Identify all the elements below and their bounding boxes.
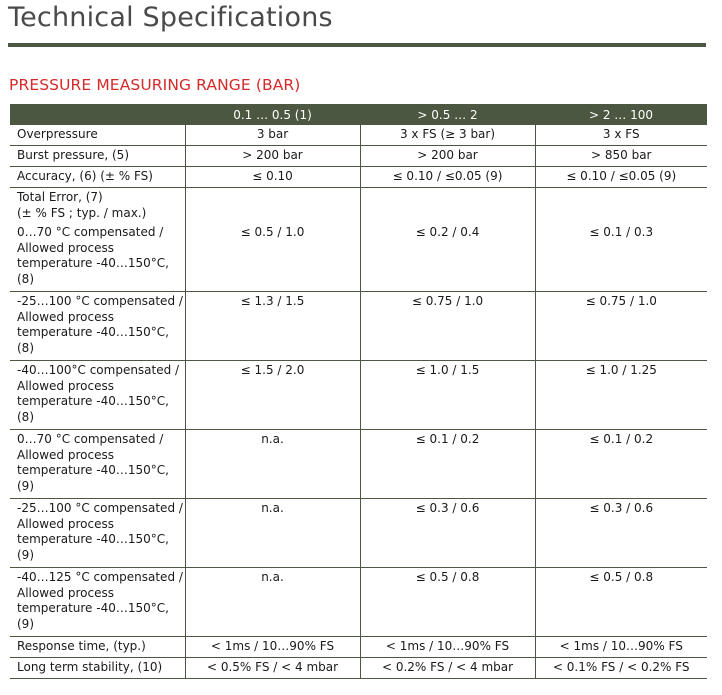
row-value: 3 bar — [185, 125, 360, 146]
table-row — [10, 568, 707, 637]
row-value: ≤ 1.3 / 1.5 — [185, 292, 360, 361]
row-value — [185, 188, 360, 224]
row-value: > 200 bar — [185, 146, 360, 167]
page-title: Technical Specifications — [8, 2, 333, 33]
row-value: ≤ 1.0 / 1.25 — [535, 361, 707, 430]
row-label: Total Error, (7) (± % FS ; typ. / max.) — [10, 188, 185, 224]
row-value: ≤ 0.10 / ≤0.05 (9) — [535, 167, 707, 188]
row-value: n.a. — [185, 430, 360, 499]
row-value: > 850 bar — [535, 146, 707, 167]
row-value: ≤ 0.10 — [185, 167, 360, 188]
row-value: < 1ms / 10…90% FS — [360, 637, 535, 658]
row-label: Accuracy, (6) (± % FS) — [10, 167, 185, 188]
header-cell-label — [10, 104, 185, 125]
table-row — [10, 188, 707, 224]
row-value: ≤ 1.0 / 1.5 — [360, 361, 535, 430]
header-cell-range-2: > 0.5 … 2 — [360, 104, 535, 125]
row-label: -40…100°C compensated / Allowed process temperature -40…150°C, (8) — [10, 361, 185, 430]
table-row — [10, 361, 707, 430]
table-row — [10, 658, 707, 679]
row-value: ≤ 0.1 / 0.3 — [535, 223, 707, 292]
table-body — [10, 125, 707, 679]
table-row — [10, 499, 707, 568]
row-value: ≤ 0.3 / 0.6 — [535, 499, 707, 568]
table-row — [10, 430, 707, 499]
row-value: ≤ 0.5 / 1.0 — [185, 223, 360, 292]
row-label: Long term stability, (10) — [10, 658, 185, 679]
row-label: Overpressure — [10, 125, 185, 146]
row-value: ≤ 0.5 / 0.8 — [535, 568, 707, 637]
row-value: < 1ms / 10…90% FS — [185, 637, 360, 658]
table-row — [10, 167, 707, 188]
row-label: Response time, (typ.) — [10, 637, 185, 658]
row-label: -25…100 °C compensated / Allowed process temperature -40…150°C, (8) — [10, 292, 185, 361]
table-row — [10, 125, 707, 146]
row-value: ≤ 0.2 / 0.4 — [360, 223, 535, 292]
row-value: > 200 bar — [360, 146, 535, 167]
table-row — [10, 292, 707, 361]
header-cell-range-3: > 2 … 100 — [535, 104, 707, 125]
row-value: ≤ 1.5 / 2.0 — [185, 361, 360, 430]
row-value: < 0.1% FS / < 0.2% FS — [535, 658, 707, 679]
row-value: < 1ms / 10…90% FS — [535, 637, 707, 658]
row-value: 3 x FS (≥ 3 bar) — [360, 125, 535, 146]
row-value: 3 x FS — [535, 125, 707, 146]
table-row — [10, 146, 707, 167]
title-divider — [8, 43, 706, 47]
table-header-row — [10, 104, 707, 125]
row-value: ≤ 0.1 / 0.2 — [360, 430, 535, 499]
row-value — [360, 188, 535, 224]
table-row — [10, 223, 707, 292]
row-label: -40…125 °C compensated / Allowed process temperature -40…150°C, (9) — [10, 568, 185, 637]
table-row — [10, 637, 707, 658]
spec-table — [10, 104, 707, 679]
row-label: 0…70 °C compensated / Allowed process temperature -40…150°C, (9) — [10, 430, 185, 499]
row-label: Burst pressure, (5) — [10, 146, 185, 167]
row-value: ≤ 0.3 / 0.6 — [360, 499, 535, 568]
row-value: ≤ 0.10 / ≤0.05 (9) — [360, 167, 535, 188]
row-value: < 0.2% FS / < 4 mbar — [360, 658, 535, 679]
row-value: ≤ 0.75 / 1.0 — [360, 292, 535, 361]
row-value: n.a. — [185, 499, 360, 568]
section-title: PRESSURE MEASURING RANGE (BAR) — [9, 76, 301, 94]
row-value: ≤ 0.5 / 0.8 — [360, 568, 535, 637]
row-label: -25…100 °C compensated / Allowed process temperature -40…150°C, (9) — [10, 499, 185, 568]
row-label: 0…70 °C compensated / Allowed process temperature -40…150°C, (8) — [10, 223, 185, 292]
row-value: n.a. — [185, 568, 360, 637]
row-value: < 0.5% FS / < 4 mbar — [185, 658, 360, 679]
header-cell-range-1: 0.1 … 0.5 (1) — [185, 104, 360, 125]
row-value: ≤ 0.1 / 0.2 — [535, 430, 707, 499]
row-value — [535, 188, 707, 224]
row-value: ≤ 0.75 / 1.0 — [535, 292, 707, 361]
